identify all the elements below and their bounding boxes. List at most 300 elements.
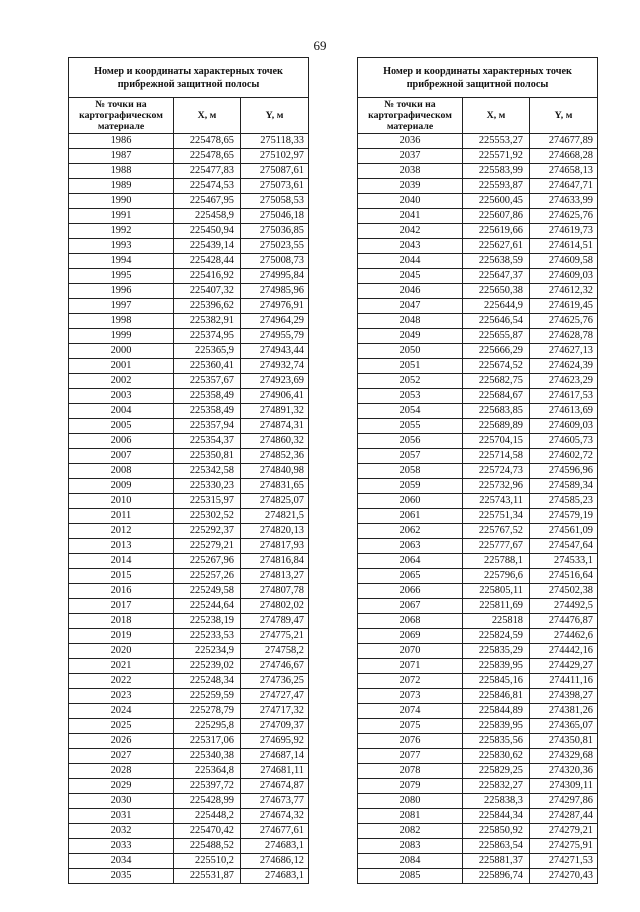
cell-x-coordinate: 225257,26	[174, 569, 241, 584]
cell-y-coordinate: 274442,16	[530, 644, 598, 659]
cell-x-coordinate: 225279,21	[174, 539, 241, 554]
cell-y-coordinate: 274840,98	[241, 464, 309, 479]
table-row	[69, 224, 309, 239]
cell-point-number: 2001	[69, 359, 174, 374]
cell-x-coordinate: 225360,41	[174, 359, 241, 374]
cell-point-number: 2047	[358, 299, 463, 314]
table-row	[358, 854, 598, 869]
cell-point-number: 2070	[358, 644, 463, 659]
table-row	[358, 794, 598, 809]
cell-x-coordinate: 225805,11	[463, 584, 530, 599]
table-row	[69, 734, 309, 749]
cell-y-coordinate: 274585,23	[530, 494, 598, 509]
cell-y-coordinate: 274612,32	[530, 284, 598, 299]
cell-y-coordinate: 274619,73	[530, 224, 598, 239]
cell-y-coordinate: 274297,86	[530, 794, 598, 809]
cell-x-coordinate: 225844,89	[463, 704, 530, 719]
cell-point-number: 1988	[69, 164, 174, 179]
table-row	[69, 764, 309, 779]
cell-x-coordinate: 225295,8	[174, 719, 241, 734]
table-row	[69, 434, 309, 449]
cell-y-coordinate: 274320,36	[530, 764, 598, 779]
table-row	[69, 359, 309, 374]
cell-point-number: 1999	[69, 329, 174, 344]
cell-point-number: 2009	[69, 479, 174, 494]
table-row	[69, 644, 309, 659]
cell-y-coordinate: 274579,19	[530, 509, 598, 524]
table-row	[69, 389, 309, 404]
cell-x-coordinate: 225477,83	[174, 164, 241, 179]
cell-y-coordinate: 275036,85	[241, 224, 309, 239]
table-row	[358, 314, 598, 329]
table-row	[69, 164, 309, 179]
cell-x-coordinate: 225600,45	[463, 194, 530, 209]
cell-y-coordinate: 274602,72	[530, 449, 598, 464]
cell-y-coordinate: 274625,76	[530, 314, 598, 329]
cell-point-number: 2021	[69, 659, 174, 674]
cell-x-coordinate: 225396,62	[174, 299, 241, 314]
table-row	[358, 224, 598, 239]
table-row	[358, 689, 598, 704]
table-row	[358, 179, 598, 194]
table-row	[69, 449, 309, 464]
cell-y-coordinate: 275008,73	[241, 254, 309, 269]
cell-y-coordinate: 274821,5	[241, 509, 309, 524]
table-row	[69, 584, 309, 599]
cell-y-coordinate: 274995,84	[241, 269, 309, 284]
cell-x-coordinate: 225315,97	[174, 494, 241, 509]
cell-x-coordinate: 225374,95	[174, 329, 241, 344]
cell-point-number: 2036	[358, 134, 463, 149]
cell-point-number: 2060	[358, 494, 463, 509]
cell-x-coordinate: 225531,87	[174, 869, 241, 884]
cell-point-number: 1991	[69, 209, 174, 224]
table-row	[69, 704, 309, 719]
cell-point-number: 1994	[69, 254, 174, 269]
table-row	[358, 869, 598, 884]
cell-x-coordinate: 225467,95	[174, 194, 241, 209]
cell-y-coordinate: 274807,78	[241, 584, 309, 599]
cell-x-coordinate: 225474,53	[174, 179, 241, 194]
cell-x-coordinate: 225767,52	[463, 524, 530, 539]
cell-y-coordinate: 274561,09	[530, 524, 598, 539]
cell-y-coordinate: 274429,27	[530, 659, 598, 674]
table-row	[358, 299, 598, 314]
cell-point-number: 2081	[358, 809, 463, 824]
table-row	[69, 869, 309, 884]
table-row	[69, 284, 309, 299]
cell-point-number: 2082	[358, 824, 463, 839]
cell-point-number: 2014	[69, 554, 174, 569]
table-row	[358, 494, 598, 509]
table-row	[358, 374, 598, 389]
cell-point-number: 2063	[358, 539, 463, 554]
table-row	[69, 494, 309, 509]
table-row	[69, 554, 309, 569]
cell-point-number: 2069	[358, 629, 463, 644]
cell-x-coordinate: 225724,73	[463, 464, 530, 479]
cell-y-coordinate: 274964,29	[241, 314, 309, 329]
table-row	[358, 704, 598, 719]
cell-y-coordinate: 275023,55	[241, 239, 309, 254]
cell-x-coordinate: 225364,8	[174, 764, 241, 779]
table-row	[358, 779, 598, 794]
table-row	[358, 194, 598, 209]
cell-y-coordinate: 274279,21	[530, 824, 598, 839]
cell-x-coordinate: 225583,99	[463, 164, 530, 179]
cell-y-coordinate: 274533,1	[530, 554, 598, 569]
cell-y-coordinate: 274411,16	[530, 674, 598, 689]
cell-x-coordinate: 225239,02	[174, 659, 241, 674]
cell-point-number: 2026	[69, 734, 174, 749]
cell-point-number: 2059	[358, 479, 463, 494]
cell-y-coordinate: 274674,32	[241, 809, 309, 824]
table-body	[69, 134, 309, 884]
table-row	[69, 599, 309, 614]
table-row	[69, 194, 309, 209]
table-row	[358, 614, 598, 629]
cell-point-number: 2062	[358, 524, 463, 539]
cell-x-coordinate: 225354,37	[174, 434, 241, 449]
cell-point-number: 2008	[69, 464, 174, 479]
cell-x-coordinate: 225292,37	[174, 524, 241, 539]
cell-y-coordinate: 274287,44	[530, 809, 598, 824]
cell-y-coordinate: 274695,92	[241, 734, 309, 749]
cell-x-coordinate: 225619,66	[463, 224, 530, 239]
cell-x-coordinate: 225607,86	[463, 209, 530, 224]
cell-x-coordinate: 225644,9	[463, 299, 530, 314]
cell-y-coordinate: 275118,33	[241, 134, 309, 149]
cell-point-number: 2068	[358, 614, 463, 629]
table-row	[358, 479, 598, 494]
cell-point-number: 2030	[69, 794, 174, 809]
cell-point-number: 2003	[69, 389, 174, 404]
table-row	[69, 179, 309, 194]
cell-y-coordinate: 274658,13	[530, 164, 598, 179]
cell-x-coordinate: 225835,29	[463, 644, 530, 659]
cell-point-number: 2013	[69, 539, 174, 554]
cell-x-coordinate: 225259,59	[174, 689, 241, 704]
cell-y-coordinate: 274398,27	[530, 689, 598, 704]
cell-y-coordinate: 274686,12	[241, 854, 309, 869]
cell-point-number: 2084	[358, 854, 463, 869]
cell-x-coordinate: 225340,38	[174, 749, 241, 764]
table-row	[358, 674, 598, 689]
table-row	[358, 359, 598, 374]
cell-x-coordinate: 225646,54	[463, 314, 530, 329]
cell-y-coordinate: 274547,64	[530, 539, 598, 554]
cell-y-coordinate: 274852,36	[241, 449, 309, 464]
cell-x-coordinate: 225330,23	[174, 479, 241, 494]
column-header-point: № точки на картографическом материале	[358, 98, 463, 134]
cell-point-number: 2015	[69, 569, 174, 584]
table-row	[69, 209, 309, 224]
cell-point-number: 2033	[69, 839, 174, 854]
table-row	[69, 149, 309, 164]
cell-x-coordinate: 225350,81	[174, 449, 241, 464]
cell-y-coordinate: 274624,39	[530, 359, 598, 374]
cell-point-number: 2077	[358, 749, 463, 764]
cell-point-number: 2011	[69, 509, 174, 524]
cell-x-coordinate: 225267,96	[174, 554, 241, 569]
cell-point-number: 1997	[69, 299, 174, 314]
cell-x-coordinate: 225302,52	[174, 509, 241, 524]
cell-y-coordinate: 274609,58	[530, 254, 598, 269]
table-row	[358, 149, 598, 164]
table-row	[358, 239, 598, 254]
table-row	[358, 509, 598, 524]
cell-y-coordinate: 274976,91	[241, 299, 309, 314]
cell-y-coordinate: 274271,53	[530, 854, 598, 869]
cell-point-number: 2053	[358, 389, 463, 404]
table-row	[358, 419, 598, 434]
table-row	[69, 239, 309, 254]
cell-y-coordinate: 274462,6	[530, 629, 598, 644]
cell-y-coordinate: 274668,28	[530, 149, 598, 164]
table-title: Номер и координаты характерных точек прибрежной защитной полосы	[69, 58, 309, 98]
cell-y-coordinate: 274365,07	[530, 719, 598, 734]
table-row	[358, 584, 598, 599]
cell-point-number: 2043	[358, 239, 463, 254]
cell-x-coordinate: 225382,91	[174, 314, 241, 329]
cell-x-coordinate: 225448,2	[174, 809, 241, 824]
cell-point-number: 2027	[69, 749, 174, 764]
cell-y-coordinate: 274820,13	[241, 524, 309, 539]
cell-x-coordinate: 225478,65	[174, 134, 241, 149]
table-row	[69, 254, 309, 269]
cell-x-coordinate: 225238,19	[174, 614, 241, 629]
cell-point-number: 2067	[358, 599, 463, 614]
cell-x-coordinate: 225428,44	[174, 254, 241, 269]
cell-point-number: 2010	[69, 494, 174, 509]
cell-y-coordinate: 274609,03	[530, 419, 598, 434]
cell-x-coordinate: 225796,6	[463, 569, 530, 584]
cell-y-coordinate: 274681,11	[241, 764, 309, 779]
table-row	[358, 164, 598, 179]
cell-point-number: 2076	[358, 734, 463, 749]
cell-x-coordinate: 225846,81	[463, 689, 530, 704]
cell-y-coordinate: 274476,87	[530, 614, 598, 629]
cell-y-coordinate: 274381,26	[530, 704, 598, 719]
cell-x-coordinate: 225571,92	[463, 149, 530, 164]
cell-point-number: 2016	[69, 584, 174, 599]
cell-x-coordinate: 225850,92	[463, 824, 530, 839]
cell-x-coordinate: 225470,42	[174, 824, 241, 839]
cell-point-number: 1989	[69, 179, 174, 194]
cell-point-number: 2052	[358, 374, 463, 389]
table-row	[358, 449, 598, 464]
cell-point-number: 2042	[358, 224, 463, 239]
cell-x-coordinate: 225689,89	[463, 419, 530, 434]
cell-x-coordinate: 225674,52	[463, 359, 530, 374]
cell-point-number: 2028	[69, 764, 174, 779]
table-row	[358, 434, 598, 449]
cell-y-coordinate: 274860,32	[241, 434, 309, 449]
cell-point-number: 2064	[358, 554, 463, 569]
cell-x-coordinate: 225249,58	[174, 584, 241, 599]
cell-point-number: 2007	[69, 449, 174, 464]
cell-x-coordinate: 225450,94	[174, 224, 241, 239]
cell-x-coordinate: 225683,85	[463, 404, 530, 419]
cell-x-coordinate: 225233,53	[174, 629, 241, 644]
table-row	[69, 464, 309, 479]
cell-y-coordinate: 275087,61	[241, 164, 309, 179]
cell-point-number: 2078	[358, 764, 463, 779]
cell-x-coordinate: 225881,37	[463, 854, 530, 869]
cell-x-coordinate: 225647,37	[463, 269, 530, 284]
cell-y-coordinate: 274633,99	[530, 194, 598, 209]
column-header-point: № точки на картографическом материале	[69, 98, 174, 134]
table-row	[358, 839, 598, 854]
cell-point-number: 2055	[358, 419, 463, 434]
cell-point-number: 2071	[358, 659, 463, 674]
cell-point-number: 2029	[69, 779, 174, 794]
cell-x-coordinate: 225593,87	[463, 179, 530, 194]
cell-x-coordinate: 225732,96	[463, 479, 530, 494]
cell-y-coordinate: 274813,27	[241, 569, 309, 584]
table-row	[358, 719, 598, 734]
table-row	[358, 554, 598, 569]
table-title: Номер и координаты характерных точек прибрежной защитной полосы	[358, 58, 598, 98]
cell-point-number: 1987	[69, 149, 174, 164]
table-row	[69, 374, 309, 389]
cell-point-number: 2057	[358, 449, 463, 464]
cell-x-coordinate: 225478,65	[174, 149, 241, 164]
table-row	[358, 629, 598, 644]
table-row	[69, 629, 309, 644]
cell-x-coordinate: 225655,87	[463, 329, 530, 344]
cell-x-coordinate: 225788,1	[463, 554, 530, 569]
cell-y-coordinate: 275046,18	[241, 209, 309, 224]
cell-x-coordinate: 225397,72	[174, 779, 241, 794]
cell-y-coordinate: 274596,96	[530, 464, 598, 479]
cell-y-coordinate: 274623,29	[530, 374, 598, 389]
cell-y-coordinate: 274309,11	[530, 779, 598, 794]
cell-point-number: 2074	[358, 704, 463, 719]
cell-y-coordinate: 274874,31	[241, 419, 309, 434]
cell-y-coordinate: 274758,2	[241, 644, 309, 659]
table-row	[69, 719, 309, 734]
cell-y-coordinate: 274619,45	[530, 299, 598, 314]
cell-y-coordinate: 274709,37	[241, 719, 309, 734]
cell-y-coordinate: 274627,13	[530, 344, 598, 359]
cell-y-coordinate: 274614,51	[530, 239, 598, 254]
cell-point-number: 2024	[69, 704, 174, 719]
table-row	[358, 134, 598, 149]
coordinates-table-left	[68, 57, 309, 884]
table-row	[69, 779, 309, 794]
cell-point-number: 2017	[69, 599, 174, 614]
cell-point-number: 2065	[358, 569, 463, 584]
cell-y-coordinate: 274816,84	[241, 554, 309, 569]
cell-y-coordinate: 274775,21	[241, 629, 309, 644]
page-number: 69	[313, 38, 327, 53]
cell-point-number: 2005	[69, 419, 174, 434]
column-header-y: Y, м	[241, 98, 309, 134]
table-row	[69, 689, 309, 704]
cell-y-coordinate: 274955,79	[241, 329, 309, 344]
table-row	[69, 314, 309, 329]
cell-x-coordinate: 225510,2	[174, 854, 241, 869]
cell-point-number: 2080	[358, 794, 463, 809]
table-row	[69, 569, 309, 584]
table-row	[358, 524, 598, 539]
cell-x-coordinate: 225317,06	[174, 734, 241, 749]
cell-point-number: 2002	[69, 374, 174, 389]
table-row	[358, 269, 598, 284]
cell-point-number: 2083	[358, 839, 463, 854]
cell-x-coordinate: 225428,99	[174, 794, 241, 809]
cell-y-coordinate: 274717,32	[241, 704, 309, 719]
table-row	[358, 539, 598, 554]
table-row	[358, 824, 598, 839]
cell-point-number: 2040	[358, 194, 463, 209]
cell-point-number: 2051	[358, 359, 463, 374]
cell-x-coordinate: 225458,9	[174, 209, 241, 224]
cell-point-number: 1986	[69, 134, 174, 149]
cell-y-coordinate: 274609,03	[530, 269, 598, 284]
cell-point-number: 2019	[69, 629, 174, 644]
cell-x-coordinate: 225824,59	[463, 629, 530, 644]
cell-point-number: 2046	[358, 284, 463, 299]
cell-x-coordinate: 225248,34	[174, 674, 241, 689]
table-row	[69, 614, 309, 629]
table-row	[69, 479, 309, 494]
cell-point-number: 2025	[69, 719, 174, 734]
table-row	[358, 599, 598, 614]
cell-point-number: 2044	[358, 254, 463, 269]
cell-y-coordinate: 274932,74	[241, 359, 309, 374]
cell-y-coordinate: 274492,5	[530, 599, 598, 614]
cell-x-coordinate: 225777,67	[463, 539, 530, 554]
cell-x-coordinate: 225439,14	[174, 239, 241, 254]
cell-point-number: 2072	[358, 674, 463, 689]
cell-point-number: 2054	[358, 404, 463, 419]
cell-y-coordinate: 274817,93	[241, 539, 309, 554]
cell-point-number: 1995	[69, 269, 174, 284]
cell-x-coordinate: 225811,69	[463, 599, 530, 614]
cell-point-number: 2006	[69, 434, 174, 449]
cell-y-coordinate: 274516,64	[530, 569, 598, 584]
cell-point-number: 2048	[358, 314, 463, 329]
cell-x-coordinate: 225830,62	[463, 749, 530, 764]
table-row	[69, 839, 309, 854]
cell-x-coordinate: 225407,32	[174, 284, 241, 299]
table-row	[69, 824, 309, 839]
cell-y-coordinate: 274727,47	[241, 689, 309, 704]
cell-x-coordinate: 225358,49	[174, 404, 241, 419]
cell-point-number: 1990	[69, 194, 174, 209]
cell-x-coordinate: 225682,75	[463, 374, 530, 389]
cell-point-number: 2034	[69, 854, 174, 869]
table-row	[358, 644, 598, 659]
cell-x-coordinate: 225638,59	[463, 254, 530, 269]
table-row	[358, 464, 598, 479]
cell-x-coordinate: 225342,58	[174, 464, 241, 479]
cell-x-coordinate: 225838,3	[463, 794, 530, 809]
table-row	[358, 209, 598, 224]
cell-y-coordinate: 274673,77	[241, 794, 309, 809]
cell-point-number: 2075	[358, 719, 463, 734]
cell-point-number: 2022	[69, 674, 174, 689]
cell-x-coordinate: 225896,74	[463, 869, 530, 884]
cell-x-coordinate: 225234,9	[174, 644, 241, 659]
cell-y-coordinate: 274677,89	[530, 134, 598, 149]
cell-point-number: 2066	[358, 584, 463, 599]
table-row	[358, 764, 598, 779]
cell-x-coordinate: 225863,54	[463, 839, 530, 854]
cell-point-number: 2035	[69, 869, 174, 884]
